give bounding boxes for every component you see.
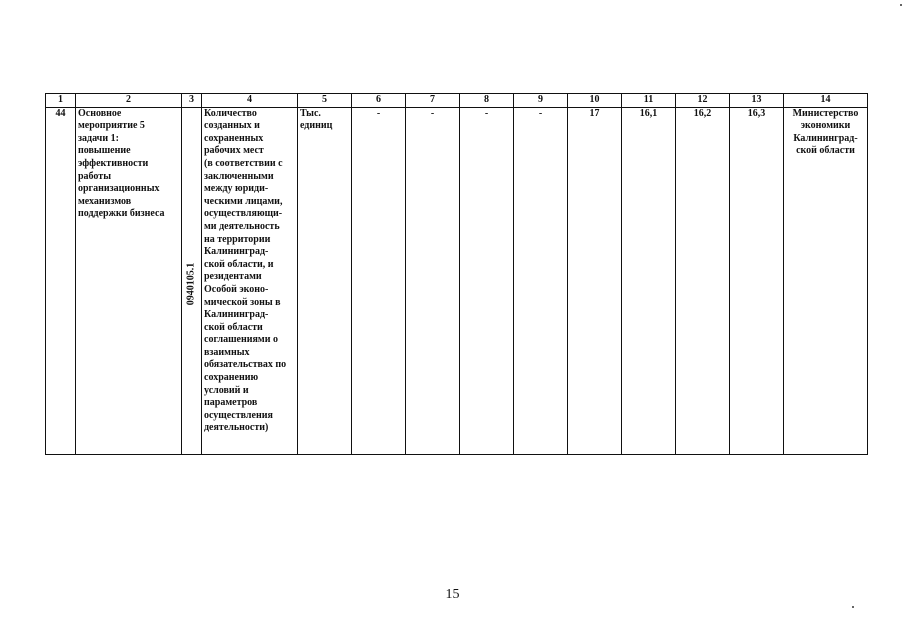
value-col-9: - — [514, 107, 568, 454]
header-col-11: 11 — [622, 94, 676, 108]
value-col-7: - — [406, 107, 460, 454]
code-text: 0940105.1 — [185, 262, 197, 305]
value-col-8: - — [460, 107, 514, 454]
header-col-13: 13 — [730, 94, 784, 108]
scan-speck — [852, 606, 854, 608]
indicator-cell: Количество созданных и сохраненных рабочих мест (в соответствии с заключенными между юриди- ческими лицами, осуществляющи- ми деятельность на территории Калининград- ской области, и резидентами Особой эконо- мической зоны в Калининград- ской области соглашениями о взаимных обязательствах по сохранению условий и параметров осуществления деятельности) — [202, 107, 298, 454]
value-col-10: 17 — [568, 107, 622, 454]
header-row — [46, 94, 868, 108]
header-col-14: 14 — [784, 94, 868, 108]
code-cell — [182, 107, 202, 454]
header-col-4: 4 — [202, 94, 298, 108]
header-col-10: 10 — [568, 94, 622, 108]
header-col-8: 8 — [460, 94, 514, 108]
header-col-5: 5 — [298, 94, 352, 108]
value-col-13: 16,3 — [730, 107, 784, 454]
indicator-table — [45, 93, 868, 455]
scan-speck — [900, 4, 902, 6]
unit-cell: Тыс. единиц — [298, 107, 352, 454]
responsible-cell: Министерство экономики Калининград- ской области — [784, 107, 868, 454]
activity-name-cell: Основное мероприятие 5 задачи 1: повышение эффективности работы организационных механизмов поддержки бизнеса — [76, 107, 182, 454]
header-col-6: 6 — [352, 94, 406, 108]
value-col-6: - — [352, 107, 406, 454]
header-col-9: 9 — [514, 94, 568, 108]
page-number: 15 — [445, 587, 460, 602]
header-col-1: 1 — [46, 94, 76, 108]
header-col-2: 2 — [76, 94, 182, 108]
header-col-12: 12 — [676, 94, 730, 108]
value-col-11: 16,1 — [622, 107, 676, 454]
header-col-3: 3 — [182, 94, 202, 108]
header-col-7: 7 — [406, 94, 460, 108]
table-row — [46, 107, 868, 454]
value-col-12: 16,2 — [676, 107, 730, 454]
row-number-cell: 44 — [46, 107, 76, 454]
